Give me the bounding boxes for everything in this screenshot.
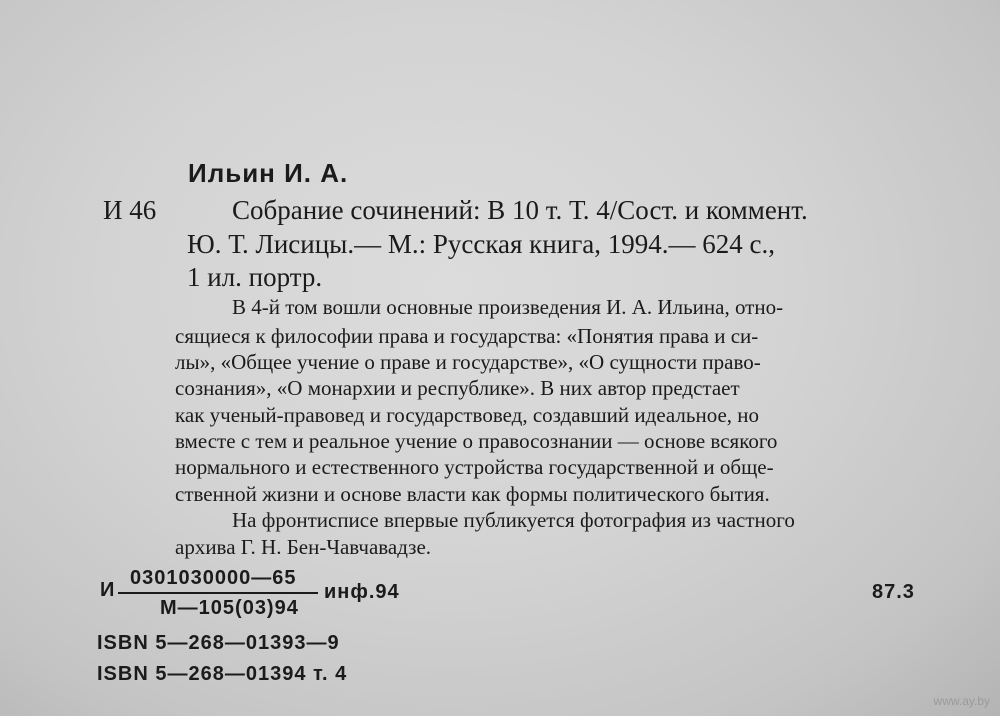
- annotation-line: нормального и естественного устройства государственной и обще-: [175, 455, 774, 479]
- annotation-line: как ученый-правовед и государствовед, создавший идеальное, но: [175, 403, 760, 427]
- watermark: www.ay.by: [933, 694, 990, 708]
- annotation-line: сознания», «О монархии и республике». В них автор предстает: [175, 376, 740, 400]
- author-name: Ильин И. А.: [188, 158, 349, 188]
- isbn-line: ISBN 5—268—01393—9: [97, 632, 340, 654]
- annotation-line: На фронтисписе впервые публикуется фотография из частного: [232, 508, 795, 532]
- annotation-line: ственной жизни и основе власти как формы политического бытия.: [175, 482, 770, 506]
- code-suffix: инф.94: [324, 581, 400, 603]
- classification-code: 87.3: [872, 581, 915, 603]
- annotation-line: сящиеся к философии права и государства: «Понятия права и си-: [175, 324, 759, 348]
- annotation-line: лы», «Общее учение о праве и государстве», «О сущности право-: [175, 350, 761, 374]
- code-letter: И: [100, 579, 116, 601]
- annotation-line: вместе с тем и реальное учение о правосознании — основе всякого: [175, 429, 778, 453]
- annotation-line: В 4-й том вошли основные произведения И. А. Ильина, отно-: [232, 295, 784, 319]
- description-line: Ю. Т. Лисицы.— М.: Русская книга, 1994.— 624 с.,: [187, 229, 775, 259]
- description-line: Собрание сочинений: В 10 т. Т. 4/Сост. и коммент.: [232, 195, 808, 225]
- code-denominator: М—105(03)94: [160, 597, 299, 619]
- description-line: 1 ил. портр.: [187, 262, 323, 292]
- fraction-line: [118, 592, 318, 594]
- annotation-line: архива Г. Н. Бен-Чавчавадзе.: [175, 535, 432, 559]
- code-numerator: 0301030000—65: [130, 567, 297, 589]
- isbn-line: ISBN 5—268—01394 т. 4: [97, 663, 348, 685]
- shelf-mark: И 46: [103, 195, 157, 225]
